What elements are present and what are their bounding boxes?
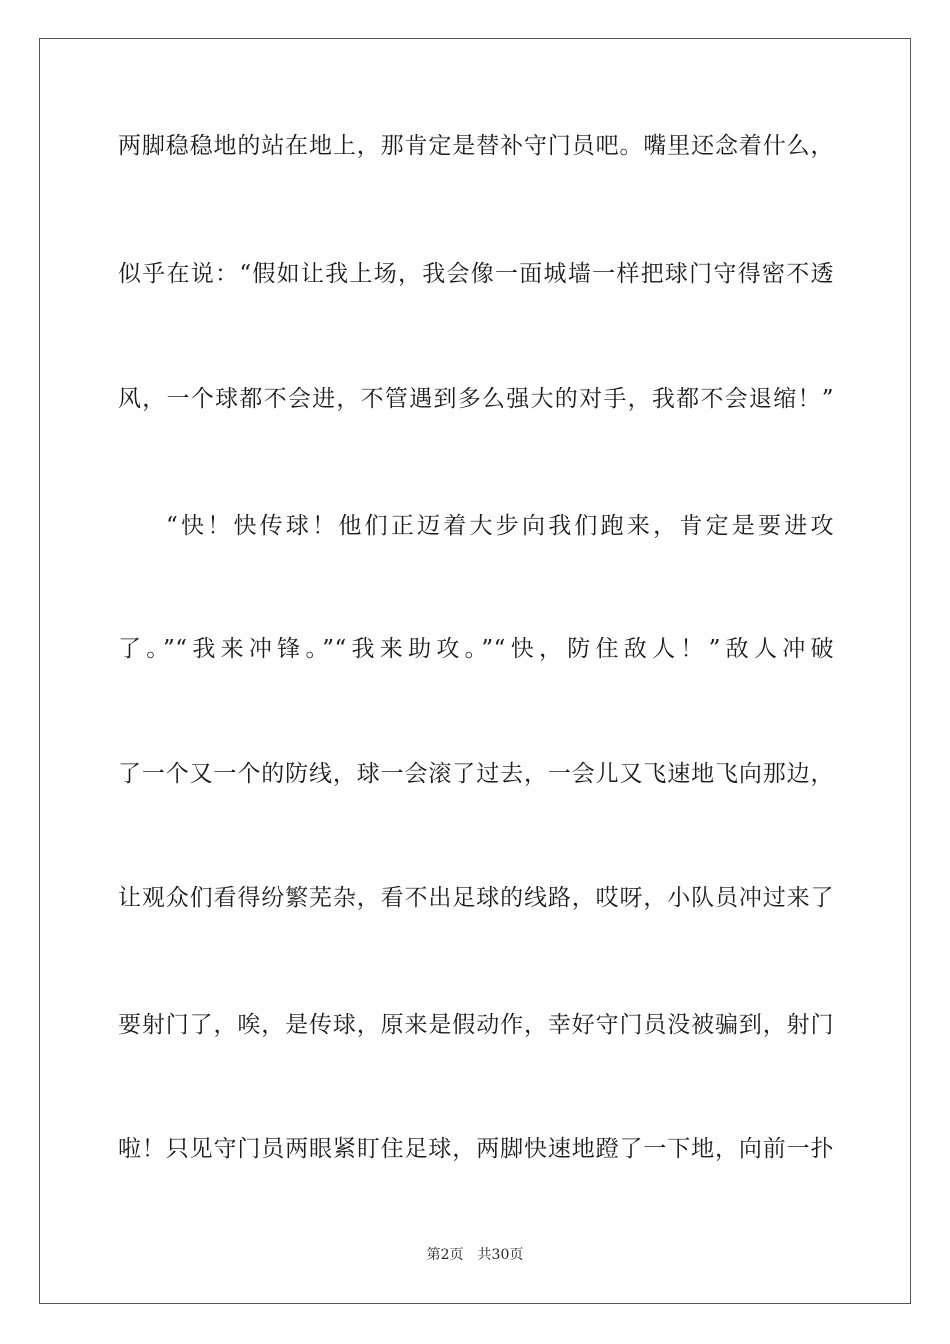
text-line-3: 风，一个球都不会进，不管遇到多么强大的对手，我都不会退缩！”: [118, 386, 834, 412]
text-line-1: 两脚稳稳地的站在地上，那肯定是替补守门员吧。嘴里还念着什么，: [118, 133, 834, 159]
text-line-5: 了。”“我来冲锋。”“我来助攻。”“快，防住敌人！”敌人冲破: [118, 636, 834, 662]
page-number: 第2页: [426, 1247, 464, 1263]
text-line-6: 了一个又一个的防线，球一会滚了过去，一会儿又飞速地飞向那边，: [118, 761, 834, 787]
page-border: [39, 38, 911, 1304]
text-line-2: 似乎在说：“假如让我上场，我会像一面城墙一样把球门守得密不透: [118, 261, 834, 287]
text-line-8: 要射门了，唉，是传球，原来是假动作，幸好守门员没被骗到，射门: [118, 1012, 834, 1038]
page-total: 共30页: [477, 1247, 524, 1263]
page-footer: [0, 1246, 950, 1264]
text-line-4: “快！快传球！他们正迈着大步向我们跑来，肯定是要进攻: [166, 513, 834, 539]
text-line-7: 让观众们看得纷繁芜杂，看不出足球的线路，哎呀，小队员冲过来了: [118, 885, 834, 911]
text-line-9: 啦！只见守门员两眼紧盯住足球，两脚快速地蹬了一下地，向前一扑: [118, 1136, 834, 1162]
